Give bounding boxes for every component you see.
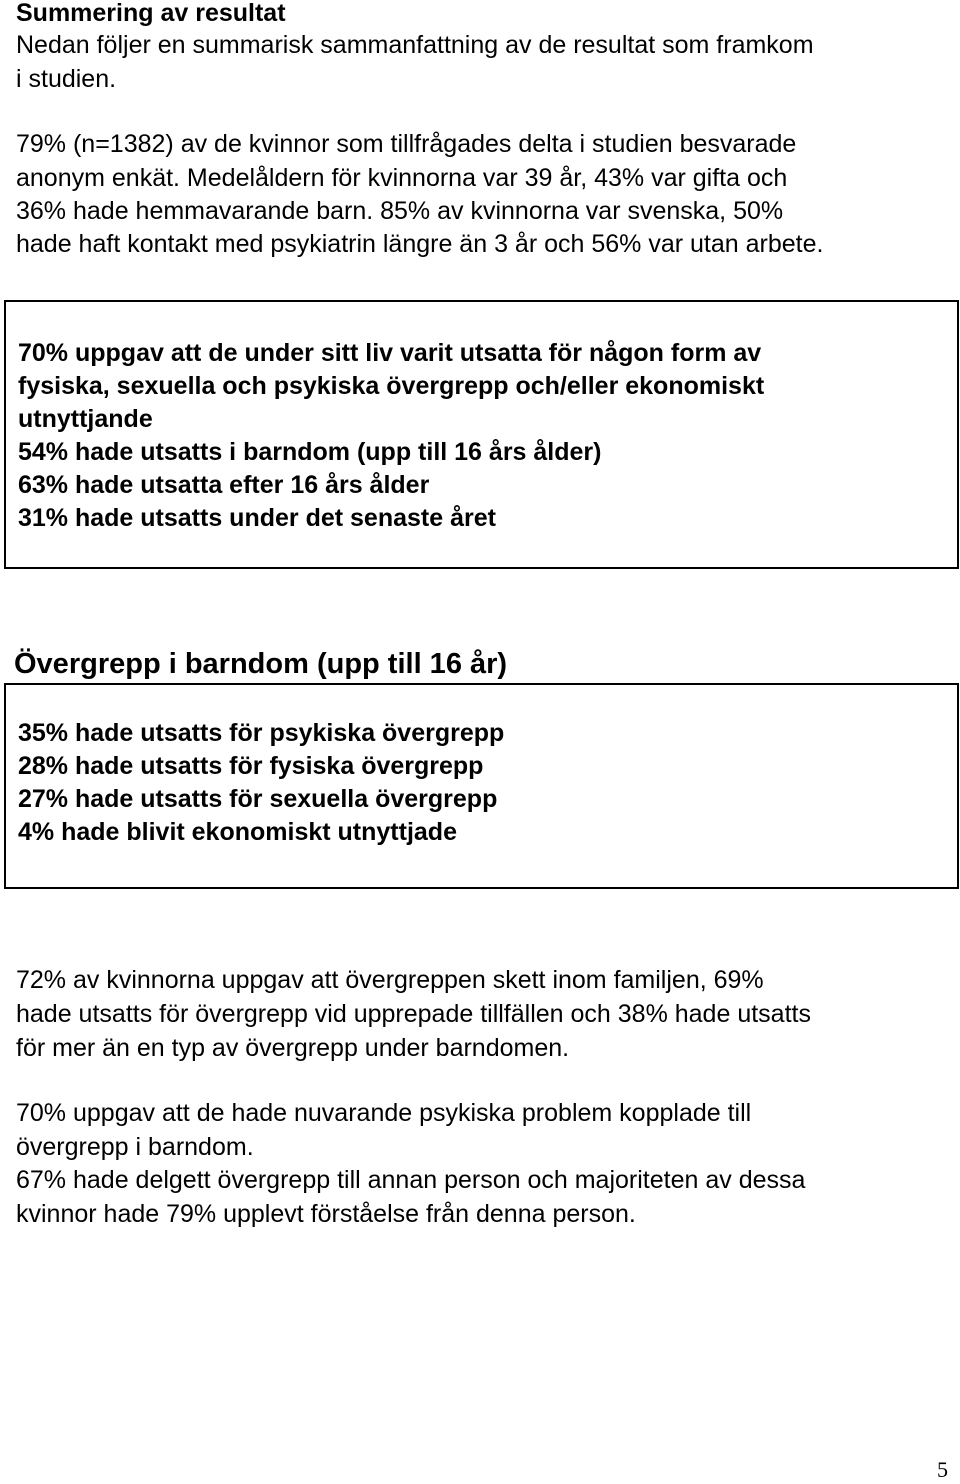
childhood-abuse-box xyxy=(4,683,959,889)
box-line: 63% hade utsatta efter 16 års ålder xyxy=(18,471,430,499)
box-line: 35% hade utsatts för psykiska övergrepp xyxy=(18,719,505,747)
box-line: 31% hade utsatts under det senaste året xyxy=(18,504,496,532)
summary-box xyxy=(4,300,959,569)
paragraph-line: 67% hade delgett övergrepp till annan person och majoriteten av dessa xyxy=(16,1166,806,1194)
paragraph-line: 70% uppgav att de hade nuvarande psykiska problem kopplade till xyxy=(16,1099,752,1127)
box-line: utnyttjande xyxy=(18,405,153,433)
paragraph-line: övergrepp i barndom. xyxy=(16,1133,254,1161)
box-line: 70% uppgav att de under sitt liv varit utsatta för någon form av xyxy=(18,339,762,367)
section-heading: Övergrepp i barndom (upp till 16 år) xyxy=(14,648,508,680)
paragraph-line: hade haft kontakt med psykiatrin längre än 3 år och 56% var utan arbete. xyxy=(16,230,824,258)
paragraph-line: för mer än en typ av övergrepp under barndomen. xyxy=(16,1034,570,1062)
paragraph-line: hade utsatts för övergrepp vid upprepade tillfällen och 38% hade utsatts xyxy=(16,1000,811,1028)
box-line: 27% hade utsatts för sexuella övergrepp xyxy=(18,785,498,813)
paragraph-line: 72% av kvinnorna uppgav att övergreppen skett inom familjen, 69% xyxy=(16,966,764,994)
paragraph-line: 79% (n=1382) av de kvinnor som tillfrågades delta i studien besvarade xyxy=(16,130,797,158)
intro-line: Nedan följer en summarisk sammanfattning av de resultat som framkom xyxy=(16,31,814,59)
box-line: 28% hade utsatts för fysiska övergrepp xyxy=(18,752,484,780)
intro-line: i studien. xyxy=(16,65,117,93)
box-line: 4% hade blivit ekonomiskt utnyttjade xyxy=(18,818,457,846)
page-number: 5 xyxy=(937,1457,948,1482)
paragraph-line: 36% hade hemmavarande barn. 85% av kvinnorna var svenska, 50% xyxy=(16,197,784,225)
box-line: fysiska, sexuella och psykiska övergrepp och/eller ekonomiskt xyxy=(18,372,765,400)
paragraph-line: kvinnor hade 79% upplevt förståelse från denna person. xyxy=(16,1200,636,1228)
page-title: Summering av resultat xyxy=(16,0,286,27)
paragraph-line: anonym enkät. Medelåldern för kvinnorna var 39 år, 43% var gifta och xyxy=(16,164,788,192)
box-line: 54% hade utsatts i barndom (upp till 16 års ålder) xyxy=(18,438,602,466)
